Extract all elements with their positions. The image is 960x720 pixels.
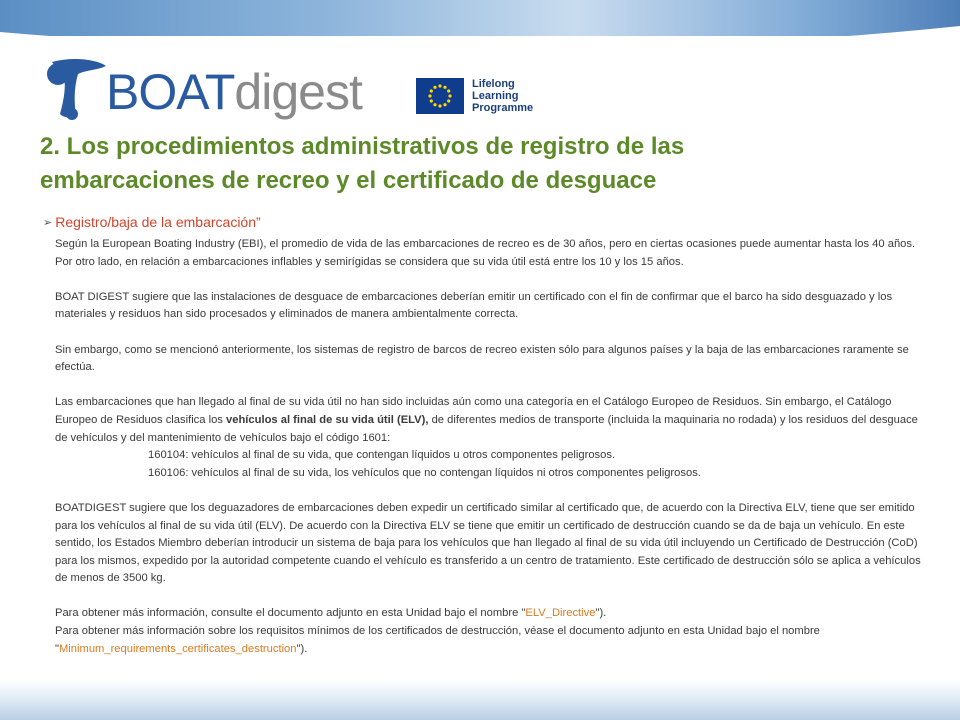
eu-flag-icon — [416, 78, 464, 114]
paragraph-ebi: Según la European Boating Industry (EBI), el promedio de vida de las embarcaciones de recreo es de 30 años, pero en ciertas ocasiones puede aumentar hasta los 40 años. Por otro lado, en relación a embarcaciones inflables y semirígidas se considera que su vida útil está entre los 10 y los 15 años. — [55, 238, 916, 268]
paragraph-certificate: BOATDIGEST sugiere que los deguazadores de embarcaciones deben expedir un certificado similar al certificado que, de acuerdo con la Directiva ELV, tiene que ser emitido para los vehículos al final de su vida útil (ELV). De acuerdo con la Directiva ELV se tiene que emitir un certificado de destrucción cuando se da de baja un vehículo. En este sentido, los Estados Miembro deberían introducir un sistema de baja para los vehículos que han llegado al final de su vida útil incluyendo un Certificado de Destrucción (CoD) para los mismos, expedido por la autoridad competente cuando el vehículo es transferido a un centro de tratamiento. Este certificado de destrucción sólo se aplica a vehículos de menos de 3500 kg. — [55, 501, 921, 585]
eu-line1: Lifelong — [472, 78, 515, 90]
more-info-1-text-a: Para obtener más información, consulte el documento adjunto en esta Unidad bajo el nombre " — [55, 607, 526, 620]
logo-wordmark: BOATdigest — [106, 64, 362, 120]
eu-line3: Programme — [472, 102, 534, 114]
eu-line2: Learning — [472, 90, 519, 102]
elv-bold-term: vehículos al final de su vida útil (ELV), — [226, 413, 429, 426]
section-label: Registro/baja de la embarcación” — [55, 214, 261, 230]
catalogue-text-a: Las embarcaciones que han llegado al final de su vida útil no han sido incluidas aún como una categoría en el Catálogo Europeo de Residuos. Sin embargo, el Catálogo Europeo de Residuos clasifica los — [55, 396, 892, 426]
footer-band — [0, 680, 960, 720]
title-line-2: embarcaciones de recreo y el certificado de desguace — [40, 167, 657, 194]
more-info-2-text-b: "). — [296, 642, 308, 655]
body-text — [55, 236, 925, 658]
catalogue-text-b: de diferentes medios de transporte (incluida la maquinaria no rodada) y los residuos del desguace de vehículos y del mantenimiento de vehículos bajo el código 1601: — [55, 413, 918, 444]
boatdigest-logo — [44, 56, 384, 126]
code-160106: 160106: vehículos al final de su vida, los vehículos que no contengan líquidos ni otros componentes peligrosos. — [148, 466, 701, 479]
paragraph-registration: Sin embargo, como se mencionó anteriormente, los sistemas de registro de barcos de recreo existen sólo para algunos países y la baja de las embarcaciones raramente se efectúa. — [55, 343, 909, 374]
section-heading — [43, 214, 261, 230]
eu-lifelong-logo — [416, 78, 566, 118]
code-160104: 160104: vehículos al final de su vida, que contengan líquidos u otros componentes peligrosos. — [148, 449, 616, 462]
paragraph-more-info-2 — [55, 623, 925, 658]
arrow-bullet-icon: ➢ — [43, 217, 53, 229]
minimum-requirements-link[interactable]: Minimum_requirements_certificates_destruction — [58, 642, 297, 655]
paragraph-more-info-1 — [55, 605, 925, 623]
paragraph-suggestion: BOAT DIGEST sugiere que las instalaciones de desguace de embarcaciones deberían emitir un certificado con el fin de confirmar que el barco ha sido desguazado y los materiales y residuos han sido procesados y eliminados de manera ambientalmente correcta. — [55, 290, 893, 321]
more-info-1-text-b: "). — [595, 607, 607, 620]
elv-directive-link[interactable]: ELV_Directive — [525, 607, 596, 620]
eu-programme-text — [472, 78, 533, 114]
page-title — [40, 130, 920, 198]
title-line-1: 2. Los procedimientos administrativos de registro de las — [40, 133, 685, 160]
paragraph-catalogue — [55, 394, 925, 447]
more-info-2-text-a: Para obtener más información sobre los requisitos mínimos de los certificados de destrucción, véase el documento adjunto en esta Unidad bajo el nombre " — [55, 625, 820, 655]
